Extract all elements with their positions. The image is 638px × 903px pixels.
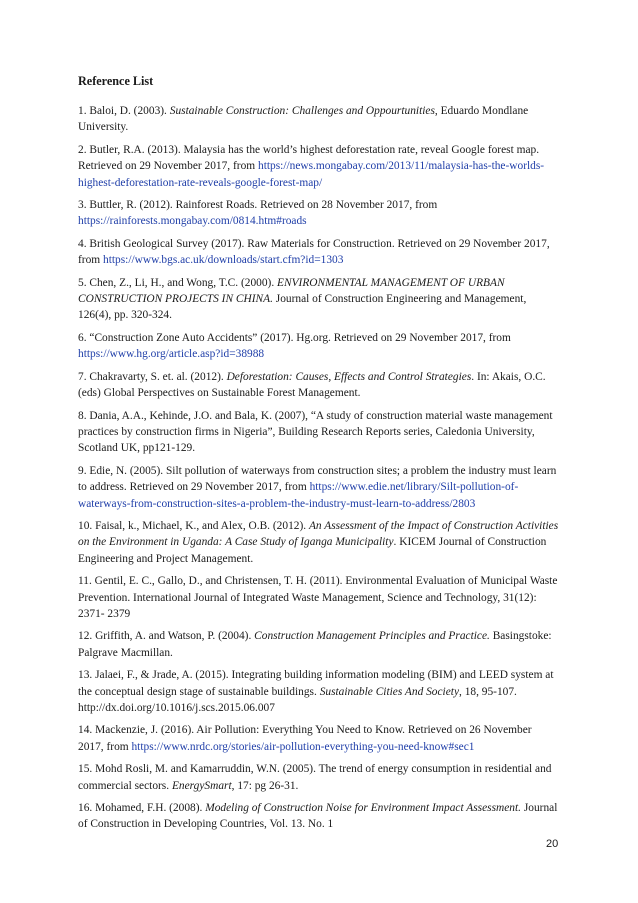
reference-title-italic: Modeling of Construction Noise for Environment Impact Assessment. bbox=[205, 802, 521, 815]
reference-item bbox=[78, 463, 560, 512]
reference-text: Journal of Construction in Developing Countries, Vol. 13. No. 1 bbox=[78, 802, 558, 831]
reference-text: Journal of Construction Engineering and Management, 126(4), pp. 320-324. bbox=[78, 293, 527, 322]
reference-link[interactable]: https://news.mongabay.com/2013/11/malaysia-has-the-worlds-highest-deforestation-rate-reveals-google-forest-map/ bbox=[78, 160, 545, 189]
reference-text: 10. Faisal, k., Michael, K., and Alex, O.B. (2012). bbox=[78, 519, 309, 532]
reference-text: 7. Chakravarty, S. et. al. (2012). bbox=[78, 370, 227, 383]
reference-item bbox=[78, 330, 560, 363]
reference-text: 3. Buttler, R. (2012). Rainforest Roads. Retrieved on 28 November 2017, from bbox=[78, 199, 438, 212]
reference-link[interactable]: https://www.hg.org/article.asp?id=38988 bbox=[78, 348, 265, 361]
reference-text: 11. Gentil, E. C., Gallo, D., and Christensen, T. H. (2011). Environmental Evaluation of Municipal Waste Prevention. International Journal of Integrated Waste Management, Science and Technology, 31(12): 2371- 2379 bbox=[78, 575, 558, 620]
reference-text: . In: Akais, O.C. (eds) Global Perspectives on Sustainable Forest Management. bbox=[78, 370, 546, 400]
reference-text: , 17: pg 26-31. bbox=[231, 779, 299, 792]
reference-text: 9. Edie, N. (2005). Silt pollution of waterways from construction sites; a problem the industry must learn to address. Retrieved on 29 November 2017, from bbox=[78, 464, 557, 494]
reference-title-italic: Sustainable Cities And Society bbox=[319, 685, 459, 698]
reference-item bbox=[78, 761, 560, 794]
reference-text: Basingstoke: Palgrave Macmillan. bbox=[78, 630, 552, 659]
reference-item bbox=[78, 142, 560, 191]
reference-text: , 18, 95-107. http://dx.doi.org/10.1016/j.scs.2015.06.007 bbox=[78, 685, 517, 714]
reference-link[interactable]: https://rainforests.mongabay.com/0814.htm#roads bbox=[78, 215, 307, 228]
page-number: 20 bbox=[546, 838, 559, 850]
reference-text: 4. British Geological Survey (2017). Raw Materials for Construction. Retrieved on 29 November 2017, from bbox=[78, 237, 550, 267]
reference-item bbox=[78, 197, 560, 230]
reference-title-italic: Deforestation: Causes, Effects and Control Strategies bbox=[226, 370, 472, 383]
reference-item bbox=[78, 275, 560, 324]
reference-text: 2. Butler, R.A. (2013). Malaysia has the world’s highest deforestation rate, reveal Google forest map. Retrieved on 29 November 2017, from bbox=[78, 143, 540, 173]
reference-text: 6. “Construction Zone Auto Accidents” (2017). Hg.org. Retrieved on 29 November 2017, from bbox=[78, 331, 511, 344]
reference-item bbox=[78, 103, 560, 136]
reference-link[interactable]: https://www.nrdc.org/stories/air-pollution-everything-you-need-know#sec1 bbox=[131, 740, 475, 753]
reference-text: 15. Mohd Rosli, M. and Kamarruddin, W.N. (2005). The trend of energy consumption in residential and commercial sectors. bbox=[78, 763, 552, 792]
reference-item bbox=[78, 628, 560, 661]
reference-item bbox=[78, 408, 560, 457]
reference-text: 1. Baloi, D. (2003). bbox=[78, 105, 170, 117]
reference-text: 14. Mackenzie, J. (2016). Air Pollution: Everything You Need to Know. Retrieved on 26 November 2017, from bbox=[78, 724, 532, 753]
reference-title-italic: An Assessment of the Impact of Construction Activities on the Environment in Uganda: A Case Study of Iganga Municipality bbox=[78, 519, 559, 549]
page-title: Reference List bbox=[78, 74, 154, 88]
reference-item bbox=[78, 573, 560, 622]
reference-item bbox=[78, 369, 560, 402]
reference-item bbox=[78, 722, 560, 755]
reference-link[interactable]: https://www.edie.net/library/Silt-pollution-of-waterways-from-construction-sites-a-problem-the-industry-must-learn-to-address/2803 bbox=[78, 481, 519, 510]
reference-link[interactable]: https://www.bgs.ac.uk/downloads/start.cfm?id=1303 bbox=[103, 254, 344, 267]
reference-item bbox=[78, 800, 560, 833]
reference-page bbox=[78, 74, 560, 839]
reference-text: , Eduardo Mondlane University. bbox=[78, 105, 529, 134]
reference-title-italic: Sustainable Construction: Challenges and Oppourtunities bbox=[169, 105, 435, 117]
reference-title-italic: Construction Management Principles and Practice. bbox=[254, 630, 490, 643]
reference-text: 8. Dania, A.A., Kehinde, J.O. and Bala, K. (2007), “A study of construction material waste management practices by construction firms in Nigeria”, Building Research Reports series, Caledonia University, Scotland UK, pp121-129. bbox=[78, 409, 553, 455]
reference-title-italic: EnergySmart bbox=[171, 779, 232, 792]
reference-text: 5. Chen, Z., Li, H., and Wong, T.C. (2000). bbox=[78, 276, 278, 289]
reference-item bbox=[78, 236, 560, 269]
reference-text: . KICEM Journal of Construction Engineering and Project Management. bbox=[78, 536, 547, 565]
reference-text: 12. Griffith, A. and Watson, P. (2004). bbox=[78, 630, 255, 643]
reference-item bbox=[78, 518, 560, 567]
reference-list bbox=[78, 103, 560, 833]
reference-text: 16. Mohamed, F.H. (2008). bbox=[78, 802, 206, 815]
reference-title-italic: ENVIRONMENTAL MANAGEMENT OF URBAN CONSTRUCTION PROJECTS IN CHINA. bbox=[78, 276, 505, 306]
reference-text: 13. Jalaei, F., & Jrade, A. (2015). Integrating building information modeling (BIM) and LEED system at the conceptual design stage of sustainable buildings. bbox=[78, 669, 554, 698]
reference-item bbox=[78, 667, 560, 716]
